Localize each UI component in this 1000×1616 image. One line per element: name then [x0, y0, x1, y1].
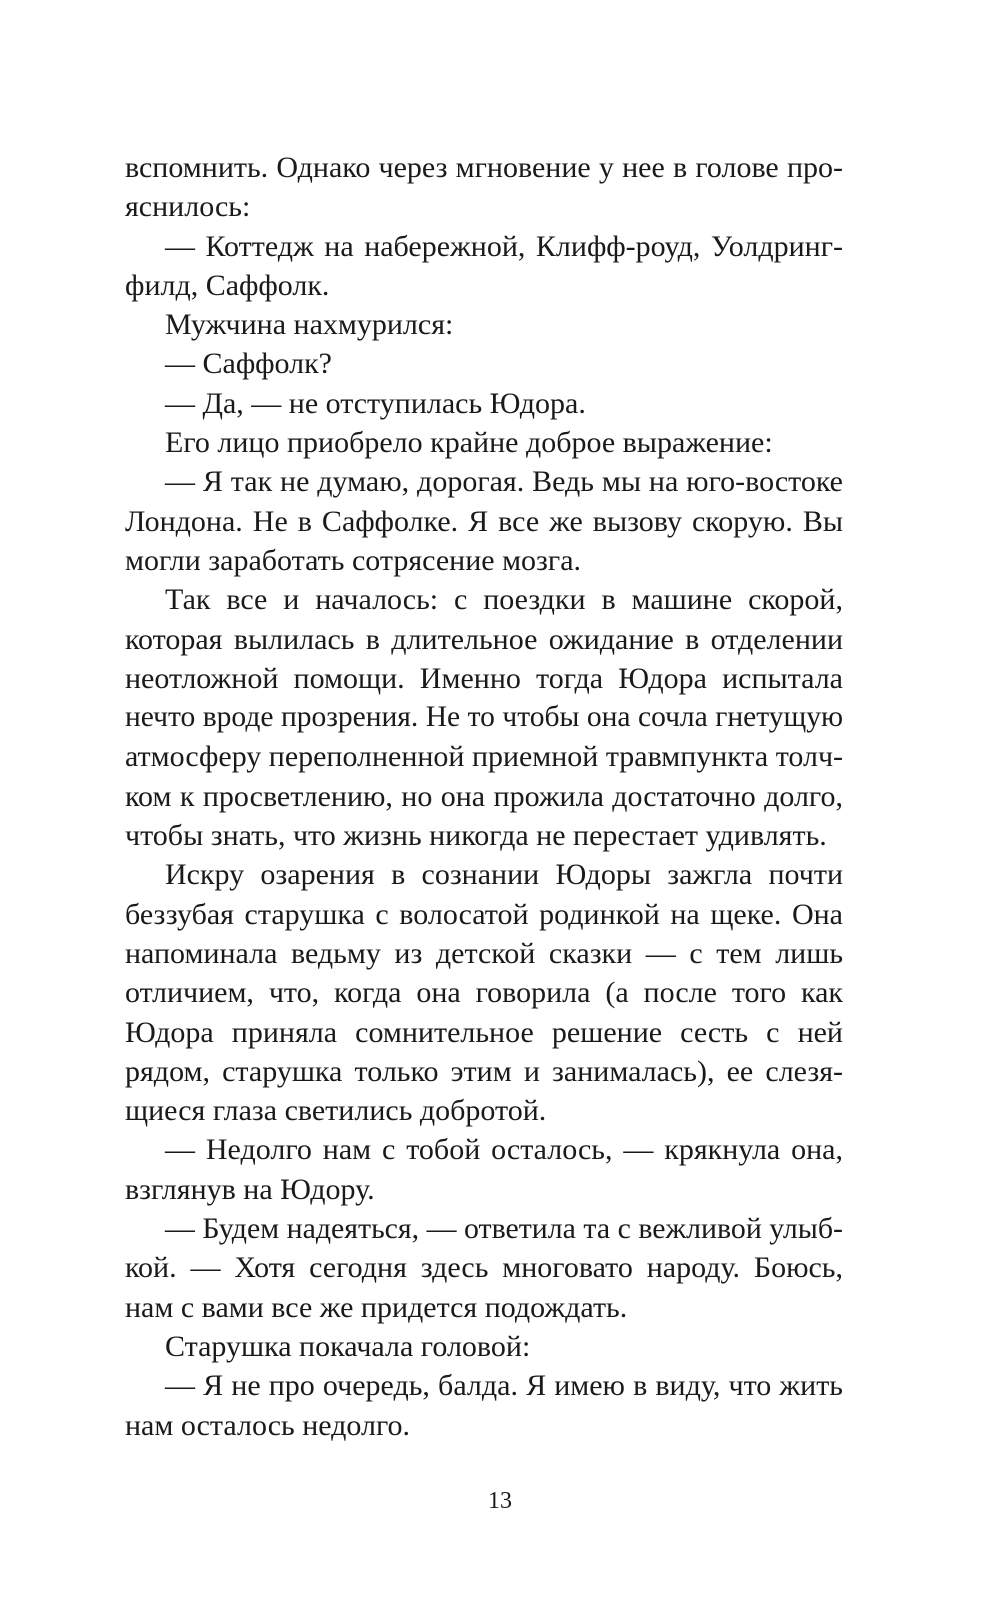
text-line: яснилось:: [125, 190, 251, 224]
text-line: — Саффолк?: [165, 347, 332, 381]
text-line: — Я не про очередь, балда. Я имею в виду, что жить: [165, 1369, 843, 1403]
text-line: Юдора приняла сомнительное решение сесть с ней: [125, 1015, 843, 1049]
page-number: 13: [488, 1488, 512, 1514]
text-line: нечто вроде прозрения. Не то чтобы она сочла гнетущую: [125, 701, 843, 734]
text-line: рядом, старушка только этим и занималась), ее слезя-: [125, 1054, 843, 1088]
text-line: взглянув на Юдору.: [125, 1172, 375, 1206]
text-line: Искру озарения в сознании Юдоры зажгла почти: [165, 858, 843, 892]
text-line: Его лицо приобрело крайне доброе выражение:: [165, 426, 773, 460]
text-line: Так все и началось: с поездки в машине скорой,: [165, 583, 843, 617]
text-line: Старушка покачала головой:: [165, 1329, 531, 1363]
text-line: беззубая старушка с волосатой родинкой на щеке. Она: [125, 897, 843, 931]
text-line: ком к просветлению, но она прожила достаточно долго,: [125, 779, 843, 813]
text-line: — Я так не думаю, дорогая. Ведь мы на юго-востоке: [165, 465, 843, 499]
text-line: нам с вами все же придется подождать.: [125, 1290, 628, 1324]
text-line: — Коттедж на набережной, Клифф-роуд, Уолдринг-: [165, 229, 843, 263]
text-line: — Будем надеяться, — ответила та с вежливой улыб-: [165, 1212, 843, 1246]
text-line: нам осталось недолго.: [125, 1408, 411, 1442]
text-line: которая вылилась в длительное ожидание в отделении: [125, 622, 843, 656]
text-line: напоминала ведьму из детской сказки — с тем лишь: [125, 936, 843, 970]
text-line: филд, Саффолк.: [125, 268, 330, 302]
text-line: — Недолго нам с тобой осталось, — крякнула она,: [165, 1133, 843, 1167]
text-line: Лондона. Не в Саффолке. Я все же вызову скорую. Вы: [125, 504, 843, 538]
text-line: щиеся глаза светились добротой.: [125, 1094, 547, 1128]
body-text: [125, 148, 843, 1445]
text-line: неотложной помощи. Именно тогда Юдора испытала: [125, 661, 843, 695]
text-line: могли заработать сотрясение мозга.: [125, 543, 582, 577]
text-line: атмосферу переполненной приемной травмпункта толч-: [125, 740, 843, 774]
text-line: кой. — Хотя сегодня здесь многовато народу. Боюсь,: [125, 1251, 843, 1285]
text-line: Мужчина нахмурился:: [165, 308, 454, 342]
text-line: — Да, — не отступилась Юдора.: [165, 386, 586, 420]
text-line: вспомнить. Однако через мгновение у нее в голове про-: [125, 151, 843, 184]
text-line: чтобы знать, что жизнь никогда не перестает удивлять.: [125, 819, 827, 853]
text-line: отличием, что, когда она говорила (а после того как: [125, 976, 843, 1010]
